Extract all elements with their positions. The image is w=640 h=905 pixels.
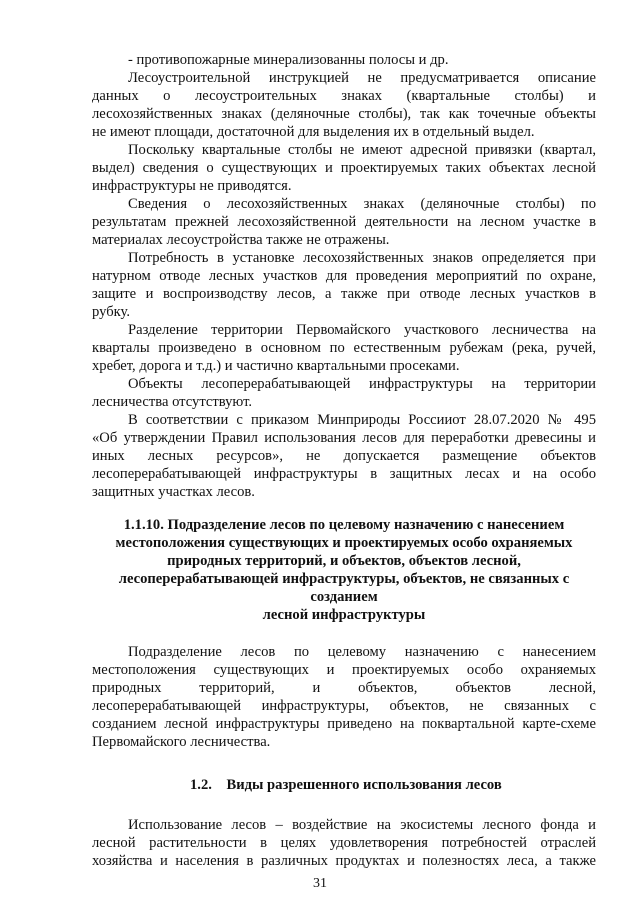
text-line: лесничества отсутствуют.	[92, 394, 253, 410]
text-line: Использование лесов – воздействие на экосистемы лесного фонда и	[128, 817, 596, 833]
section-heading-line: лесной инфраструктуры	[262, 607, 426, 623]
text-line: защитных участках лесов.	[92, 484, 255, 500]
text-line: лесохозяйственных знаках (деляночные столбы), так как точечные объекты	[92, 106, 596, 122]
text-line: Потребность в установке лесохозяйственных знаков определяется при	[128, 250, 596, 266]
text-line: лесоперерабатывающей инфраструктуры в защитных лесах и на особо	[92, 466, 596, 482]
text-line: Лесоустроительной инструкцией не предусматривается описание	[128, 70, 596, 86]
text-line: Разделение территории Первомайского участкового лесничества на	[128, 322, 596, 338]
section-heading-line: местоположения существующих и проектируемых особо охраняемых	[115, 535, 573, 551]
text-line: выдел) сведения о существующих и проектируемых таких объектах лесной	[92, 160, 596, 176]
text-line: Первомайского лесничества.	[92, 734, 271, 750]
text-line: данных о лесоустроительных знаках (квартальные столбы) и	[92, 88, 596, 104]
text-line: кварталы произведено в основном по естественным рубежам (река, ручей,	[92, 340, 596, 356]
text-line: защите и воспроизводству лесов, а также при отводе лесных участков в	[92, 286, 596, 302]
text-line: «Об утверждении Правил использования лесов для переработки древесины и	[92, 430, 596, 446]
text-line: лесоперерабатывающей инфраструктуры, объектов, не связанных с	[92, 698, 596, 714]
text-line: хребет, дорога и т.д.) и частично квартальными просеками.	[92, 358, 460, 374]
text-line: инфраструктуры не приводятся.	[92, 178, 292, 194]
text-line: Подразделение лесов по целевому назначению с нанесением	[128, 644, 596, 660]
section-heading-line: лесоперерабатывающей инфраструктуры, объектов, не связанных с	[118, 571, 570, 587]
section-heading-line: 1.1.10. Подразделение лесов по целевому назначению с нанесением	[123, 517, 565, 533]
section-heading-line: созданием	[310, 589, 378, 605]
text-line: лесной растительности в целях удовлетворения потребностей отраслей	[92, 835, 596, 851]
text-line: материалах лесоустройства также не отражены.	[92, 232, 390, 248]
section-heading: 1.2. Виды разрешенного использования лесов	[190, 777, 502, 793]
text-line: - противопожарные минерализованны полосы и др.	[128, 52, 449, 68]
text-line: Поскольку квартальные столбы не имеют адресной привязки (квартал,	[128, 142, 596, 158]
text-line: местоположения существующих и проектируемых особо охраняемых	[92, 662, 596, 678]
page-number: 31	[313, 876, 327, 891]
text-line: Сведения о лесохозяйственных знаках (деляночные столбы) по	[128, 196, 596, 212]
text-line: иных лесных ресурсов», не допускается размещение объектов	[92, 448, 596, 464]
text-line: природных территорий, и объектов, объектов лесной,	[92, 680, 596, 696]
text-line: хозяйства и населения в различных продуктах и полезностях леса, а также	[92, 853, 596, 869]
section-heading-line: природных территорий, и объектов, объектов лесной,	[167, 553, 521, 569]
text-line: рубку.	[92, 304, 131, 320]
text-line: В соответствии с приказом Минприроды Россииот 28.07.2020 № 495	[128, 412, 596, 428]
text-line: натурном отводе лесных участков для проведения мероприятий по охране,	[92, 268, 596, 284]
text-line: результатам прежней лесохозяйственной деятельности на лесном участке в	[92, 214, 596, 230]
text-line: не имеют площади, достаточной для выделения их в отдельный выдел.	[92, 124, 535, 140]
text-line: созданием лесной инфраструктуры приведено на поквартальной карте-схеме	[92, 716, 596, 732]
text-line: Объекты лесоперерабатывающей инфраструктуры на территории	[128, 376, 596, 392]
